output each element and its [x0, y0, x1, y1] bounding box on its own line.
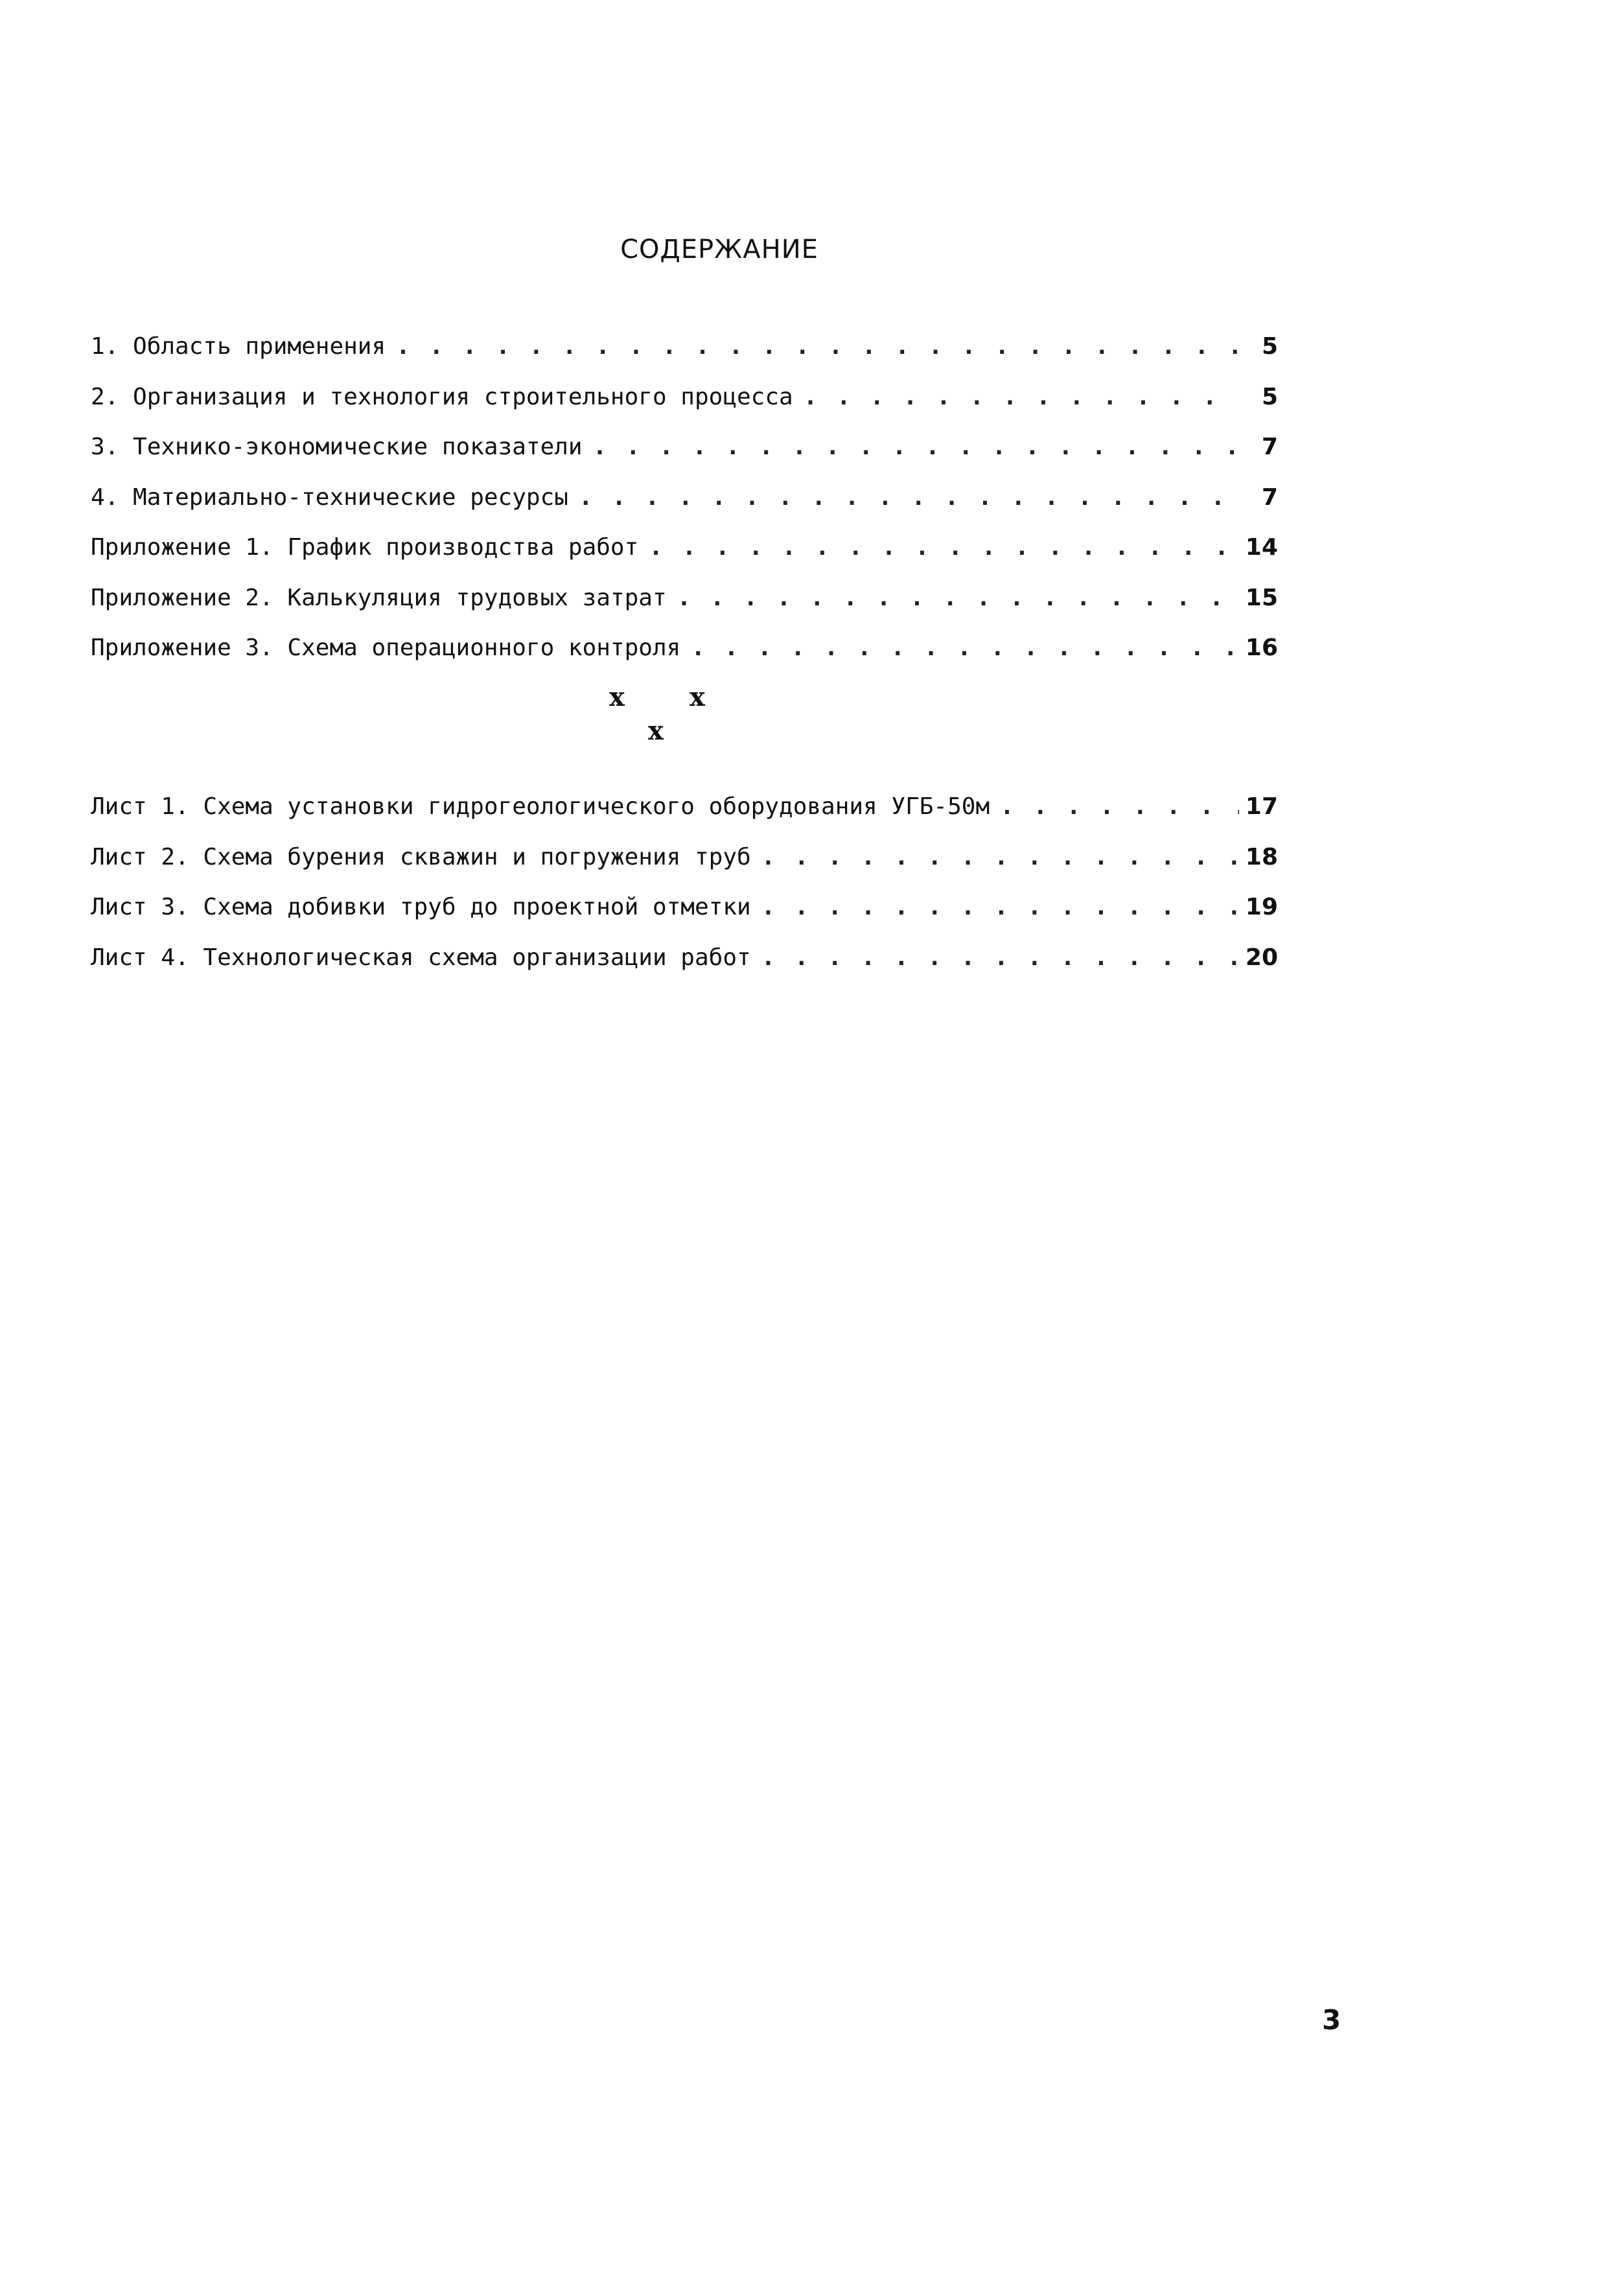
dot-leader — [396, 321, 1239, 372]
toc-entry-page: 5 — [1261, 383, 1278, 410]
toc-entry — [91, 372, 1278, 423]
dot-leader — [593, 422, 1239, 472]
toc-entry-label: 2. Организация и технология строительного процесса — [91, 383, 793, 410]
sheet-entry-label: Лист 4. Технологическая схема организации работ — [91, 944, 751, 971]
toc-entry — [91, 321, 1278, 372]
sheet-entry — [91, 832, 1278, 883]
dot-leader — [691, 623, 1239, 673]
separator-mark: x — [690, 682, 705, 712]
sheet-entry-label: Лист 2. Схема бурения скважин и погружения труб — [91, 843, 751, 870]
dot-leader — [761, 832, 1239, 883]
toc-entry-label: Приложение 1. График производства работ — [91, 534, 639, 561]
section-separator — [583, 682, 713, 760]
page-number: 3 — [1322, 2004, 1341, 2036]
contents-list — [91, 321, 1278, 673]
dot-leader — [804, 372, 1239, 423]
sheet-entry-page: 19 — [1245, 894, 1278, 920]
toc-entry-page: 7 — [1261, 434, 1278, 460]
toc-entry-label: 1. Область применения — [91, 333, 386, 360]
toc-entry-label: Приложение 2. Калькуляция трудовых затрат — [91, 584, 667, 611]
sheet-entry-label: Лист 1. Схема установки гидрогеологического оборудования УГБ-50м — [91, 793, 990, 820]
toc-entry-page: 7 — [1261, 484, 1278, 511]
dot-leader — [761, 882, 1239, 933]
dot-leader — [761, 933, 1239, 983]
toc-entry — [91, 472, 1278, 523]
toc-entry-label: Приложение 3. Схема операционного контроля — [91, 635, 681, 661]
sheet-entry-page: 18 — [1245, 843, 1278, 870]
page-title: СОДЕРЖАНИЕ — [620, 235, 818, 264]
sheet-entry — [91, 782, 1278, 832]
sheets-list — [91, 782, 1278, 983]
toc-entry — [91, 522, 1278, 573]
toc-entry — [91, 422, 1278, 472]
sheet-entry-page: 17 — [1245, 793, 1278, 820]
separator-mark: x — [648, 716, 664, 746]
dot-leader — [649, 522, 1239, 573]
toc-entry-page: 16 — [1245, 635, 1278, 661]
toc-entry-page: 5 — [1261, 333, 1278, 360]
dot-leader — [677, 573, 1239, 623]
toc-entry-label: 4. Материально-технические ресурсы — [91, 484, 568, 511]
toc-entry-label: 3. Технико-экономические показатели — [91, 434, 583, 460]
dot-leader — [579, 472, 1239, 523]
toc-entry-page: 14 — [1245, 534, 1278, 561]
toc-entry-page: 15 — [1245, 584, 1278, 611]
sheet-entry-label: Лист 3. Схема добивки труб до проектной отметки — [91, 894, 751, 920]
toc-entry — [91, 573, 1278, 623]
separator-mark: x — [609, 682, 625, 712]
sheet-entry-page: 20 — [1245, 944, 1278, 971]
sheet-entry — [91, 933, 1278, 983]
toc-entry — [91, 623, 1278, 673]
sheet-entry — [91, 882, 1278, 933]
dot-leader — [1000, 782, 1239, 832]
